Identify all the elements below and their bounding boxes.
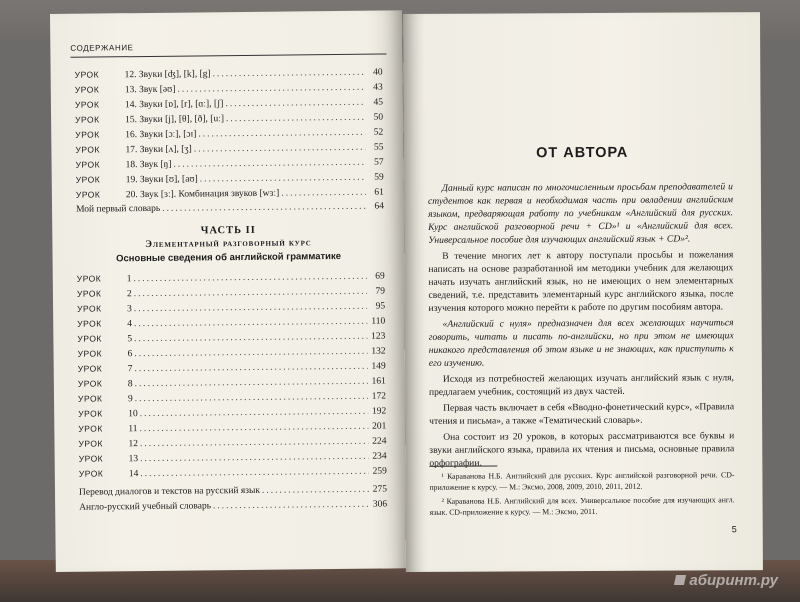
toc-entry-title: 6 (127, 349, 133, 360)
toc-entry-title: 1 (126, 274, 132, 285)
toc-entry-page: 57 (374, 157, 384, 168)
toc-entry-page: 259 (372, 466, 387, 477)
toc-entry-label: УРОК (77, 378, 103, 389)
toc-leader-dots (162, 202, 366, 214)
toc-entry-page: 123 (371, 331, 386, 342)
watermark (675, 572, 778, 589)
toc-entry-page: 149 (371, 361, 386, 372)
toc-entry (79, 499, 387, 517)
part-subtitle: Элементарный разговорный курс (145, 237, 312, 251)
toc-leader-dots (262, 485, 369, 496)
toc-entry-label: УРОК (76, 288, 102, 299)
footnote: ¹ Караванова Н.Б. Английский для русских. Курс английской разговорной речи. CD-приложение к курсу. — М.: Эксмо, 2008, 2009, 2010, 2011, 2012. (429, 470, 735, 492)
body-paragraph: Данный курс написан по многочисленным просьбам преподавателей и студентов как первая и необходимая часть при овладении английским языком, предваряющая работу по учебникам «Английский для русских. Курс английской разговорной речи + CD»¹ и «Английский для всех. Универсальное пособие для изучающих английский язык + CD»². (427, 181, 734, 246)
toc-entry-page: 201 (372, 421, 387, 432)
toc-entry-page: 224 (372, 436, 387, 447)
body-text (428, 180, 735, 473)
toc-leader-dots (133, 272, 366, 284)
part-subtitle-grammar: Основные сведения об английской грамматике (116, 250, 342, 265)
toc-entry-label: УРОК (78, 468, 104, 479)
page-number: 5 (731, 524, 737, 535)
toc-entry-label: УРОК (77, 318, 102, 329)
toc-entry-title: 15. Звуки [j], [θ], [ð], [uː] (125, 114, 225, 126)
toc-leader-dots (194, 143, 366, 155)
toc-entry-label: УРОК (74, 69, 100, 80)
toc-entry-page: 234 (372, 451, 387, 462)
toc-leader-dots (140, 407, 369, 419)
toc-entry-title: 14. Звуки [ɒ], [r], [ɑː], [ʃ] (124, 99, 224, 111)
toc-entry-title: 9 (127, 394, 133, 405)
toc-entry-label: УРОК (76, 273, 102, 284)
toc-entry-page: 69 (375, 271, 385, 282)
header-rule (70, 53, 386, 57)
toc-phonetics-list (75, 67, 385, 220)
toc-entry-label: УРОК (77, 363, 103, 374)
toc-leader-dots (140, 437, 369, 449)
toc-leader-dots (198, 128, 365, 140)
toc-entry-label: УРОК (75, 144, 100, 155)
toc-entry-title: 17. Звуки [ʌ], [ʒ] (125, 144, 192, 156)
toc-leader-dots (281, 188, 366, 199)
toc-leader-dots (134, 302, 367, 314)
toc-entry-page: 161 (371, 376, 386, 387)
part-title: ЧАСТЬ II (200, 224, 256, 237)
toc-entry-title: 5 (127, 334, 133, 345)
toc-entry-label: УРОК (77, 393, 103, 404)
toc-entry-label: УРОК (77, 348, 103, 359)
toc-leader-dots (139, 422, 368, 434)
toc-entry-label: УРОК (75, 129, 100, 140)
toc-entry-label: УРОК (77, 303, 102, 314)
toc-entry-page: 52 (373, 127, 384, 138)
toc-leader-dots (135, 392, 368, 404)
left-page (50, 10, 408, 572)
toc-entry-title: 7 (127, 364, 133, 375)
toc-entry-label: УРОК (75, 114, 100, 125)
toc-entry-label: УРОК (75, 189, 101, 200)
toc-entry-label: УРОК (78, 453, 104, 464)
toc-entry-title: Англо-русский учебный словарь (79, 501, 212, 513)
labirint-logo-icon (674, 575, 686, 585)
right-page (403, 12, 763, 572)
body-paragraph: В течение многих лет к автору поступали просьбы и пожелания написать на основе разработанной им методики учебник для желающих начать изучать английский язык, но не имеющих о нем элементарных сведений, т.е. представить элементарный курс английского языка, после изучения которого можно перейти к работе по другим пособиям автора. (428, 249, 734, 314)
toc-entry-page: 55 (373, 142, 384, 153)
footnotes (429, 470, 734, 522)
toc-leader-dots (140, 467, 369, 479)
toc-entry-page: 61 (374, 187, 384, 198)
toc-entry-label: УРОК (78, 423, 103, 434)
body-paragraph: Исходя из потребностей желающих изучать английский язык с нуля, предлагаем учебник, состоящий из двух частей. (428, 372, 734, 398)
toc-entry-page: 45 (373, 97, 383, 108)
toc-appendix-list (79, 484, 387, 517)
toc-entry-page: 79 (375, 286, 385, 297)
toc-entry-page: 43 (373, 82, 383, 93)
toc-leader-dots (173, 158, 365, 170)
toc-entry-title: 14 (128, 469, 139, 480)
toc-entry-label: УРОК (74, 99, 100, 110)
toc-entry-page: 50 (373, 112, 384, 123)
toc-leader-dots (134, 332, 367, 344)
footnote: ² Караванова Н.Б. Английский для всех. Универсальное пособие для изучающих англ. язык. CD-приложение к курсу. — М.: Эксмо, 2011. (429, 495, 735, 517)
toc-entry-title: 13. Звук [əʊ] (124, 84, 176, 96)
toc-leader-dots (226, 113, 365, 124)
toc-entry-page: 275 (372, 484, 388, 495)
toc-leader-dots (134, 317, 367, 329)
toc-entry-page: 95 (375, 301, 386, 312)
toc-entry (76, 202, 384, 220)
toc-entry-page: 40 (373, 67, 383, 78)
running-head: СОДЕРЖАНИЕ (70, 43, 134, 53)
toc-entry-label: УРОК (77, 333, 102, 344)
toc-entry-label: УРОК (78, 408, 103, 419)
toc-entry-page: 59 (374, 172, 384, 183)
toc-entry-label: УРОК (74, 84, 100, 95)
toc-leader-dots (140, 452, 369, 464)
toc-entry-label: УРОК (75, 174, 101, 185)
toc-entry-page: 110 (371, 316, 386, 327)
toc-leader-dots (200, 173, 366, 185)
toc-entry-title: 16. Звуки [ɔː], [ɔɪ] (125, 129, 197, 141)
toc-entry-page: 306 (372, 499, 388, 510)
body-paragraph: Она состоит из 20 уроков, в которых рассматриваются все буквы и звуки английского языка, правила их чтения и письма, основные правила орфографии. (429, 430, 735, 469)
toc-entry-title: Перевод диалогов и текстов на русский язык (78, 485, 261, 498)
toc-leader-dots (213, 500, 369, 512)
toc-entry-label: УРОК (75, 159, 101, 170)
toc-entry-page: 132 (371, 346, 386, 357)
toc-leader-dots (134, 287, 367, 299)
toc-entry-title: 20. Звук [ɜː]. Комбинация звуков [wɜː] (125, 188, 280, 201)
toc-entry-title: 2 (126, 289, 132, 300)
toc-entry-title: 10 (128, 409, 138, 420)
toc-entry-title: 12. Звуки [ʤ], [k], [g] (124, 69, 211, 81)
toc-leader-dots (177, 83, 364, 95)
toc-lessons-list (77, 271, 387, 484)
toc-entry-title: 18. Звук [ŋ] (125, 159, 172, 171)
body-paragraph: Первая часть включает в себя «Вводно-фонетический курс», «Правила чтения и письма», а также «Тематический словарь». (429, 401, 735, 427)
toc-entry-title: 8 (127, 379, 133, 390)
toc-entry-label: УРОК (78, 438, 104, 449)
toc-leader-dots (135, 377, 368, 389)
toc-entry (79, 465, 387, 483)
toc-entry-title: 4 (127, 319, 133, 330)
toc-entry-page: 64 (374, 201, 385, 212)
body-paragraph: «Английский с нуля» предназначен для всех желающих научиться говорить, читать и писать по-английски, но при этом не имеющих никакого представления об этом языке и не знающих, как приступить к его изучению. (428, 317, 734, 369)
toc-entry-page: 192 (371, 406, 387, 417)
toc-entry-title: 19. Звуки [ʊ], [aʊ] (125, 174, 198, 186)
toc-entry-title: 13 (128, 454, 139, 465)
toc-leader-dots (213, 68, 365, 80)
toc-leader-dots (134, 362, 367, 374)
section-title: ОТ АВТОРА (536, 144, 629, 162)
watermark-text: абиринт.ру (689, 572, 778, 589)
toc-entry-title: 3 (127, 304, 132, 315)
toc-entry-page: 172 (371, 391, 387, 402)
toc-entry-title: Мой первый словарь (75, 203, 161, 215)
toc-entry-title: 12 (128, 439, 139, 450)
toc-entry-title: 11 (128, 424, 138, 435)
toc-leader-dots (134, 347, 367, 359)
toc-leader-dots (225, 98, 365, 109)
